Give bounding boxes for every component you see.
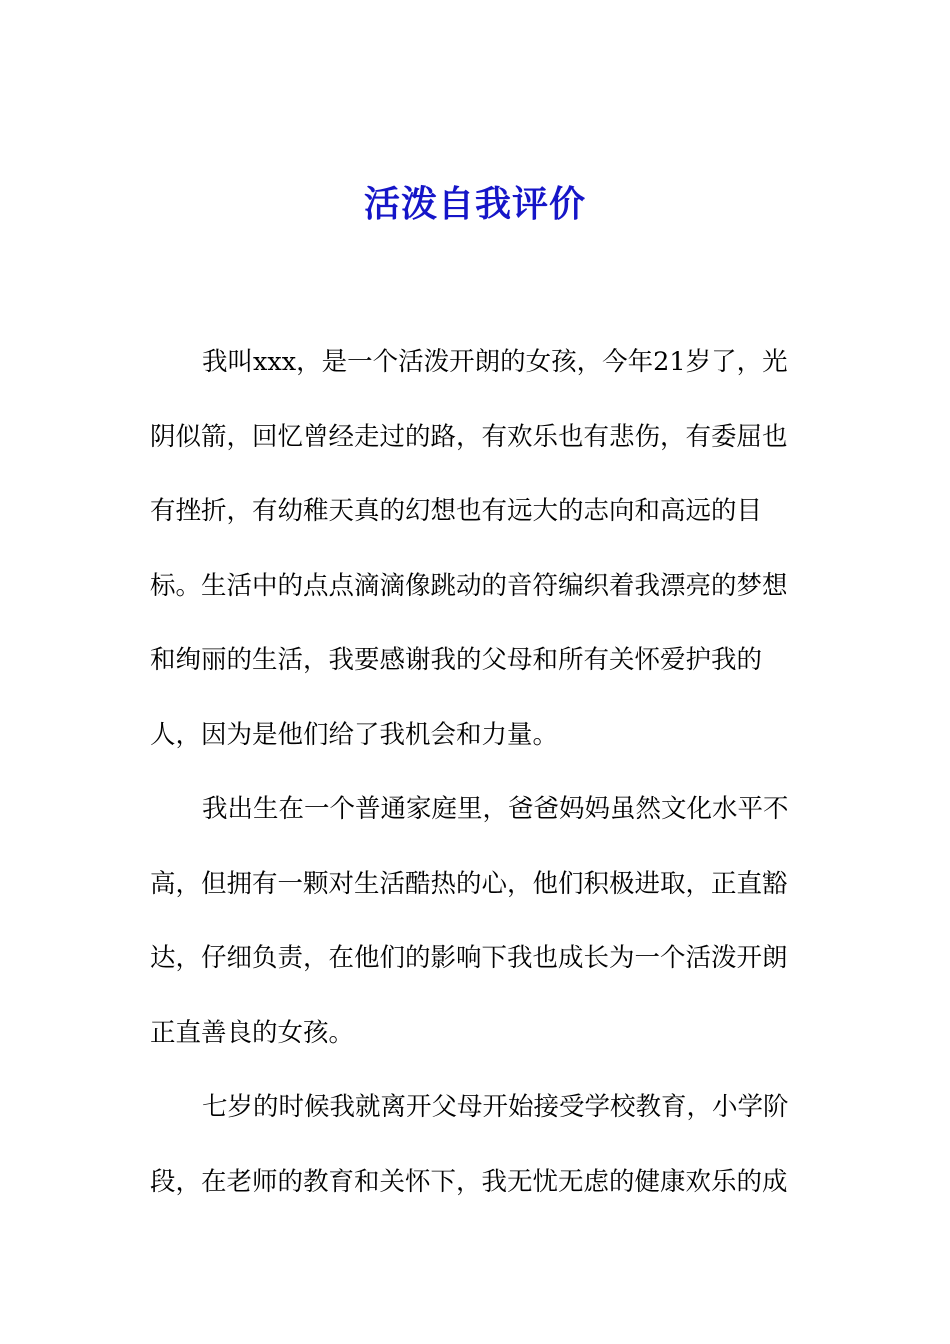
paragraph-2-line-2: 高，但拥有一颗对生活酷热的心，他们积极进取，正直豁 <box>150 868 788 899</box>
document-body <box>150 325 798 1219</box>
paragraph-2-line-4: 正直善良的女孩。 <box>150 1017 355 1048</box>
paragraph-2-line-1: 我出生在一个普通家庭里，爸爸妈妈虽然文化水平不 <box>202 794 789 824</box>
paragraph-1-line-4: 标。生活中的点点滴滴像跳动的音符编织着我漂亮的梦想 <box>150 570 788 601</box>
paragraph-1-line-3: 有挫折，有幼稚天真的幻想也有远大的志向和高远的目 <box>150 496 763 526</box>
paragraph-1-line-5: 和绚丽的生活，我要感谢我的父母和所有关怀爱护我的 <box>150 645 763 675</box>
paragraph-3-line-1: 七岁的时候我就离开父母开始接受学校教育，小学阶 <box>202 1092 789 1122</box>
paragraph-1-line-2: 阴似箭，回忆曾经走过的路，有欢乐也有悲伤，有委屈也 <box>150 421 788 452</box>
paragraph-3-line-2: 段，在老师的教育和关怀下，我无忧无虑的健康欢乐的成 <box>150 1166 788 1197</box>
paragraph-1-line-6: 人，因为是他们给了我机会和力量。 <box>150 719 559 750</box>
paragraph-1-line-1: 我叫xxx，是一个活泼开朗的女孩，今年21岁了，光 <box>202 347 788 377</box>
document-title: 活泼自我评价 <box>363 183 586 225</box>
paragraph-2-line-3: 达，仔细负责，在他们的影响下我也成长为一个活泼开朗 <box>150 943 788 973</box>
